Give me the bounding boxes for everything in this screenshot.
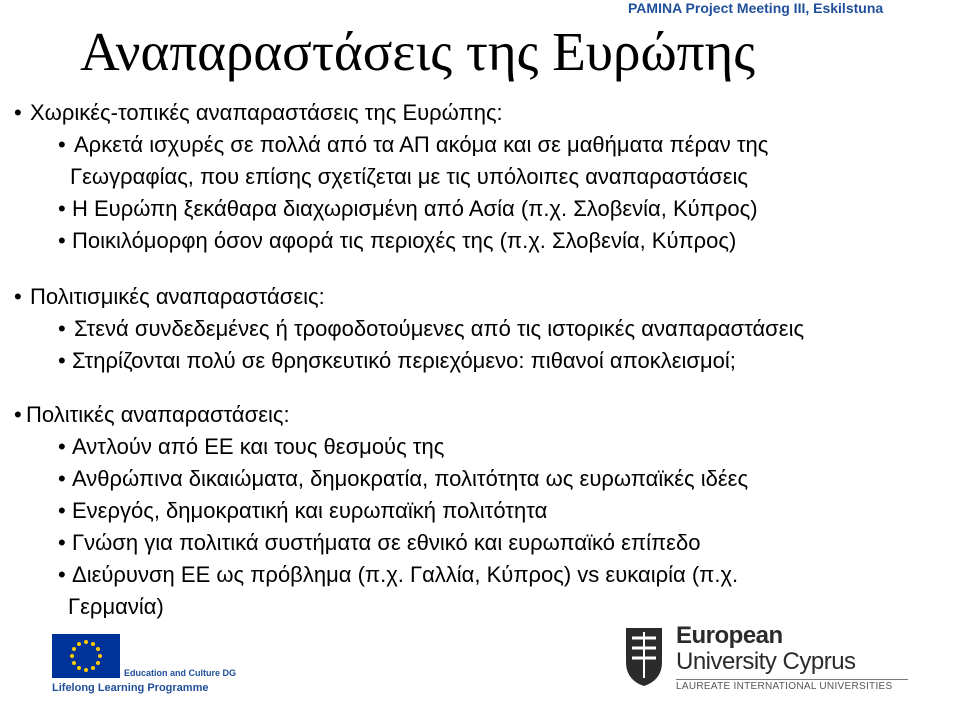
political-item-2: • Ανθρώπινα δικαιώματα, δημοκρατία, πολιτότητα ως ευρωπαϊκές ιδέες — [58, 464, 748, 494]
political-heading: • Πολιτικές αναπαραστάσεις: — [14, 400, 290, 430]
university-name-line-2: University Cyprus — [676, 648, 856, 675]
political-item-3: • Ενεργός, δημοκρατική και ευρωπαϊκή πολιτότητα — [58, 496, 547, 526]
eu-flag-icon — [52, 634, 120, 678]
spatial-item-3: • Ποικιλόμορφη όσον αφορά τις περιοχές της (π.χ. Σλοβενία, Κύπρος) — [58, 226, 736, 256]
political-item-4: • Γνώση για πολιτικά συστήματα σε εθνικό και ευρωπαϊκό επίπεδο — [58, 528, 700, 558]
university-shield-icon — [622, 624, 666, 690]
university-logo-icon — [622, 624, 666, 690]
cultural-heading: • Πολιτισμικές αναπαραστάσεις: — [14, 282, 325, 312]
eu-stars-icon — [52, 634, 120, 678]
spatial-item-2: • Η Ευρώπη ξεκάθαρα διαχωρισμένη από Ασία (π.χ. Σλοβενία, Κύπρος) — [58, 194, 758, 224]
footer-logos — [0, 624, 960, 701]
university-divider — [676, 679, 908, 680]
spatial-heading: • Χωρικές-τοπικές αναπαραστάσεις της Ευρώπης: — [14, 98, 503, 128]
university-tagline: LAUREATE INTERNATIONAL UNIVERSITIES — [676, 681, 893, 692]
cultural-item-2: • Στηρίζονται πολύ σε θρησκευτικό περιεχόμενο: πιθανοί αποκλεισμοί; — [58, 346, 736, 376]
political-item-5-line-2: Γερμανία) — [68, 594, 164, 619]
political-item-5-line-1: • Διεύρυνση ΕΕ ως πρόβλημα (π.χ. Γαλλία, Κύπρος) vs ευκαιρία (π.χ. — [58, 560, 738, 590]
spatial-item-1-line-1: • Αρκετά ισχυρές σε πολλά από τα ΑΠ ακόμα και σε μαθήματα πέραν της — [58, 130, 768, 160]
meeting-header: PAMINA Project Meeting III, Eskilstuna — [628, 0, 884, 16]
eac-label: Education and Culture DG — [124, 668, 237, 678]
spatial-item-1-line-2: Γεωγραφίας, που επίσης σχετίζεται με τις υπόλοιπες αναπαραστάσεις — [70, 164, 749, 189]
political-item-1: • Αντλούν από ΕΕ και τους θεσμούς της — [58, 432, 444, 462]
university-name-line-1: European — [676, 622, 783, 649]
llp-label: Lifelong Learning Programme — [52, 682, 209, 694]
cultural-item-1: • Στενά συνδεδεμένες ή τροφοδοτούμενες από τις ιστορικές αναπαραστάσεις — [58, 314, 804, 344]
slide-title: Αναπαραστάσεις της Ευρώπης — [80, 21, 755, 82]
